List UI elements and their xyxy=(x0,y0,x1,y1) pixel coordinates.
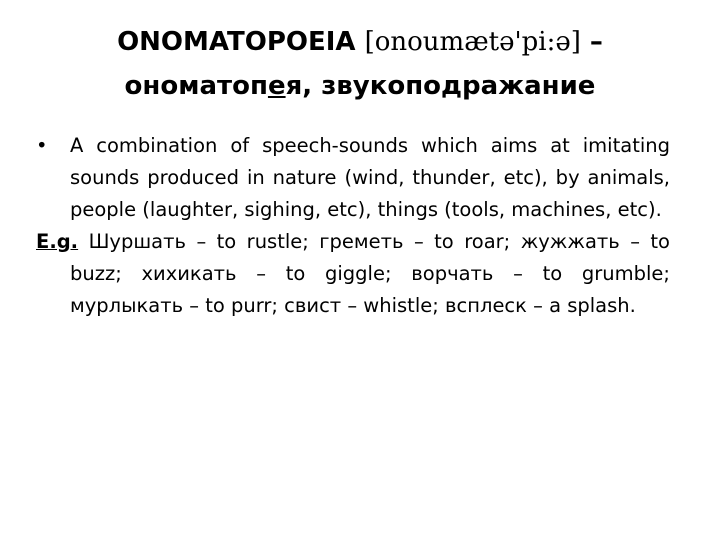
title-stress-letter: е xyxy=(267,71,286,101)
title-dash: – xyxy=(580,27,603,57)
title-phonetic-transcription: [onoumætə'pi:ə] xyxy=(364,27,581,57)
title-line-2 xyxy=(40,64,680,108)
example-text: Шуршать – to rustle; греметь – to roar; жужжать – to buzz; хихикать – to giggle; ворчать – to grumble; мурлыкать – to purr; свист – whistle; всплеск – a splash. xyxy=(70,230,670,317)
slide-title xyxy=(40,20,680,108)
bullet-icon: • xyxy=(36,134,48,157)
title-term: ONOMATOPOEIA xyxy=(117,27,365,57)
slide-body xyxy=(36,130,670,322)
example-paragraph xyxy=(36,226,670,322)
title-russian-part-2: я, звукоподражание xyxy=(285,71,596,101)
definition-text: A combination of speech-sounds which aims at imitating sounds produced in nature (wind, thunder, etc), by animals, people (laughter, sighing, etc), things (tools, machines, etc). xyxy=(70,134,670,221)
title-line-1 xyxy=(40,20,680,64)
title-russian-part-1: ономатоп xyxy=(124,71,268,101)
example-label: E.g. xyxy=(36,230,79,253)
definition-bullet xyxy=(36,130,670,226)
